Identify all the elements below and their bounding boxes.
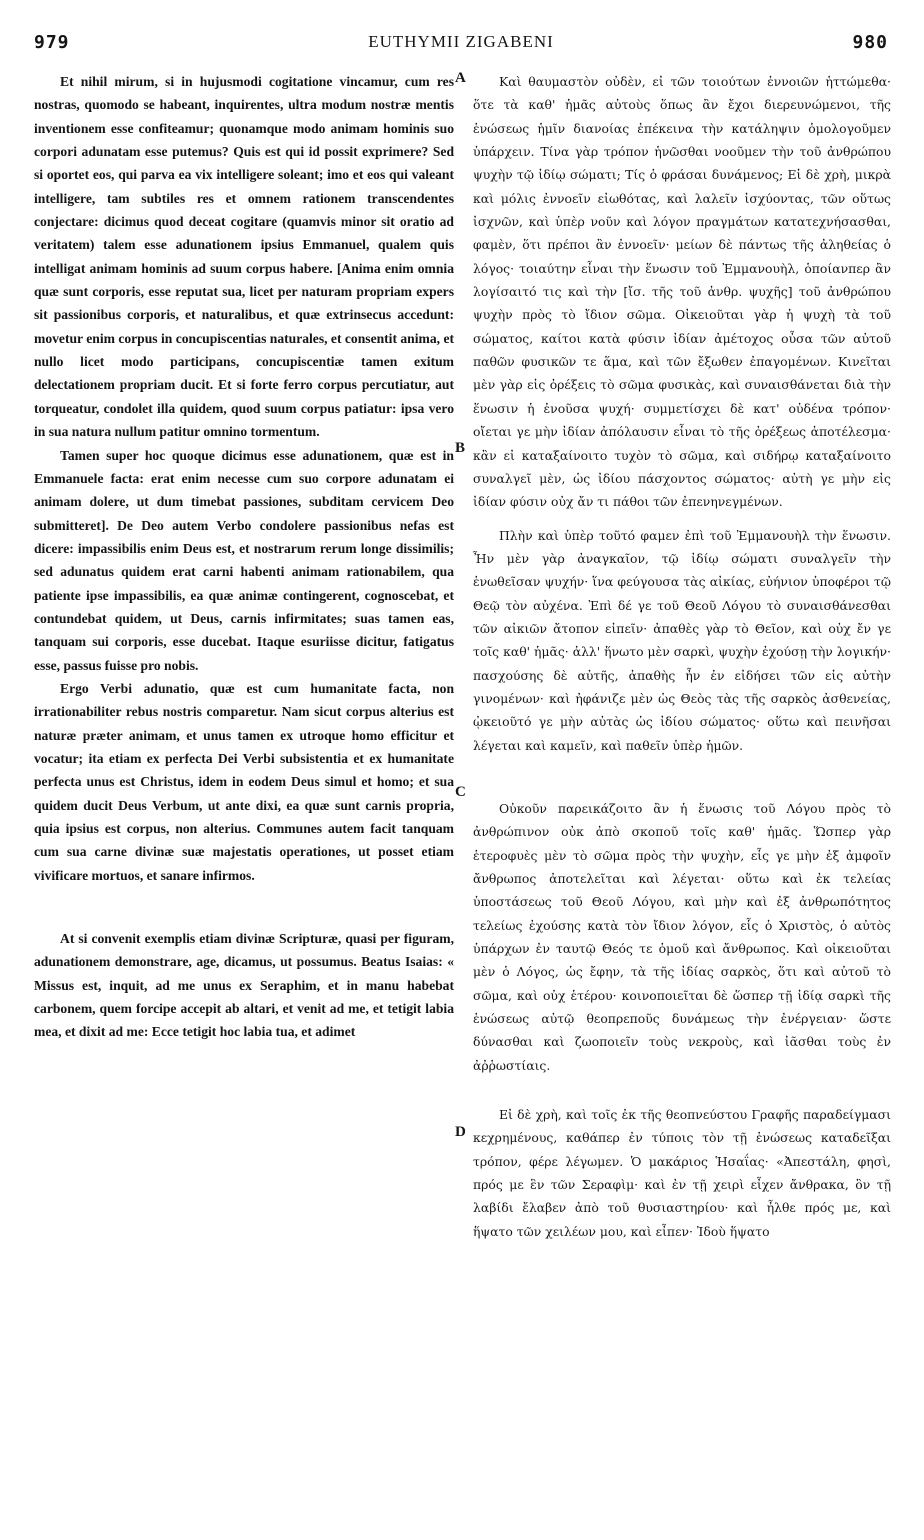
- latin-paragraph: Tamen super hoc quoque dicimus esse adunationem, quæ est in Emmanuele facta: erat enim necesse cum suo corpore adunatam ei animam dolere, ut dum timebat passiones, subditam cervicem Deo submitteret]. De Deo autem Verbo condolere passionibus nefas est dicere: impassibilis enim Deus est, et nostrarum rerum longe dissimilis; sed adunatus quidem erat carni habenti animam rationabilem, qua patiente ipse impassibilis, ea quæ animæ contingerent, cognoscebat, et contundebat quidem, ut Deus, carnis infirmitates; suas tamen eas, tanquam sui corporis, esse ducebat. Itaque esuriisse dicitur, fatigatus esse, passus fuisse pro nobis.: [34, 447, 454, 673]
- page-header: [34, 32, 888, 56]
- running-title: EUTHYMII ZIGABENI: [368, 32, 554, 51]
- latin-paragraph: Ergo Verbi adunatio, quæ est cum humanitate facta, non irrationabiliter rebus nostris comparetur. Nam sicut corpus alterius est naturæ præter animam, et unus tamen ex utroque homo efficitur et vocatur; ita etiam ex perfecta Dei Verbi subsistentia et ex humanitate perfecta unus est Christus, idem in eodem Deus simul et homo; et sua quidem ducit Deus Verbum, ut ante dixi, ea quæ sunt carnis propria, quia ipsius est corpus, non alterius. Communes autem facit tanquam cum sua carne divinæ suæ majestatis operationes, ut posset etiam vivificare mortuos, et sanare infirmos.: [34, 680, 454, 883]
- latin-paragraph: Et nihil mirum, si in hujusmodi cogitatione vincamur, cum res nostras, quomodo se habeant, inquirentes, ultra modum nostræ mentis inventionem esse confiteamur; quonamque modo animam hominis suo corpori adunatam esse putemus? Quis est qui id possit exprimere? Sed si oportet eos, qui parva ea vix intelligere soleant; imo et eos qui valeant intelligere, tam subtiles res et omnem rationem transcendentes conjectare: dicimus quod deceat cogitare (quamvis minor sit oratio ad veritatem) talem esse adunationem ipsius Emmanuel, qualem quis intelligat animam hominis ad suum corpus habere. [Anima enim omnia quæ sunt corporis, esse reputat sua, licet per naturam propriam expers sit passionibus corporis, et naturalibus, et quæ extrinsecus accedunt: movetur enim corpus in concupiscentias naturales, et consentit anima, et nullo licet modo participans, concupiscentiæ tamen exitum delectationem propriam ducit. Et si forte ferro corpus percutiatur, aut torqueatur, condolet illa quidem, quod suum corpus patiatur: ipsa vero in sua natura nullum patitur omnino tormentum.: [34, 74, 454, 440]
- greek-paragraph: Οὐκοῦν παρεικάζοιτο ἂν ἡ ἕνωσις τοῦ Λόγου πρὸς τὸ ἀνθρώπινον οὐκ ἀπὸ σκοποῦ τοῖς καθ' ἡμᾶς. Ὥσπερ γὰρ ἑτεροφυὲς μὲν τὸ σῶμα πρὸς τὴν ψυχὴν, εἷς γε μὴν ἐξ ἀμφοῖν ἄνθρωπος ἀποτελεῖται καὶ λέγεται· οὕτω καὶ ἐκ τελείας ὑποστάσεως τοῦ Θεοῦ Λόγου, καὶ μὴν καὶ ἐξ ἀνθρωπότητος τελείως ἐχούσης κατὰ τὸν ἴδιον λόγον, εἷς ὁ Χριστὸς, ὁ αὐτὸς ὑπάρχων ἐν ταυτῷ Θεός τε ὁμοῦ καὶ ἄνθρωπος. Καὶ οἰκειοῦται μὲν ὁ Λόγος, ὡς ἔφην, τὰ τῆς ἰδίας σαρκὸς, ὅτι καὶ αὐτοῦ τὸ σῶμα, καὶ οὐχ ἑτέρου· κοινοποιεῖται δὲ ὥσπερ τῇ ἰδίᾳ σαρκὶ τῆς ἑνώσεως αὐτῷ θεοπρεποῦς δυνάμεως τὴν ἐνέργειαν· ὥστε δύνασθαι καὶ ζωοποιεῖν τοὺς νεκροὺς, καὶ ἰᾶσθαι τοὺς ἐν ἀῤῥωστίαις.: [473, 800, 891, 1073]
- margin-marker-c: C: [455, 784, 466, 800]
- greek-paragraph: Καὶ θαυμαστὸν οὐδὲν, εἰ τῶν τοιούτων ἐννοιῶν ἡττώμεθα· ὅτε τὰ καθ' ἡμᾶς αὐτοὺς ὅπως ἂν ἔχοι διερευνώμενοι, τῆς ἑνώσεως ἡμῖν διανοίας ἐπέκεινα τὴν κατάληψιν ὁμολογοῦμεν ὑπάρχειν. Τίνα γὰρ τρόπον ἡνῶσθαι νοοῦμεν τὴν τοῦ ἀνθρώπου ψυχὴν τῷ ἰδίῳ σώματι; Τίς ὁ φράσαι δυνάμενος; Εἰ δὲ χρὴ, μικρὰ καὶ μόλις ἐννοεῖν εἰωθότας, καὶ λαλεῖν ἰσχύοντας, τῶν οὕτως ἰσχνῶν, καὶ ὑπὲρ νοῦν καὶ λόγον πραγμάτων κατατεχνήσασθαι, φαμὲν, ὅτι πρέποι ἂν ἐννοεῖν· μείων δὲ πάντως τῆς ἀληθείας ὁ λόγος· τοιαύτην εἶναι τὴν ἕνωσιν τοῦ Ἐμμανουὴλ, ὁποίανπερ ἂν λογίσαιτό τις καὶ τὴν [ἴσ. τῆς τοῦ ἀνθρ. ψυχῆς] τοῦ ἀνθρώπου ψυχὴν πρὸς τὸ ἴδιον σῶμα. Οἰκειοῦται γὰρ ἡ ψυχὴ τὰ τοῦ σώματος, καίτοι κατὰ φύσιν ἰδίαν ἀμέτοχος οὖσα τῶν αὐτοῦ παθῶν φυσικῶν τε ἅμα, καὶ τῶν ἔξωθεν ἐπαγομένων. Κινεῖται μὲν γὰρ εἰς ὀρέξεις τὸ σῶμα φυσικὰς, καὶ συναισθάνεται διὰ τὴν ἕνωσιν ἡ ἐνοῦσα ψυχή· συμμετίσχει δὲ κατ' οὐδένα τρόπον· οἴεται γε μὴν ἰδίαν ἀπόλαυσιν εἶναι τὸ τῆς ὀρέξεως ἀποτέλεσμα· κἂν εἰ καταξαίνοιτο τυχὸν τὸ σῶμα, καὶ σιδήρῳ καταξαίνοιτο συναλγεῖ μὲν, ὡς ἰδίου πάσχοντος σώματος· αὐτὴ γε μὴν εἰς ἰδίαν φύσιν οὐχ ἄν τι πάθοι τῶν ἐπενηνεγμένων.: [473, 74, 891, 510]
- greek-paragraph: Πλὴν καὶ ὑπὲρ τοῦτό φαμεν ἐπὶ τοῦ Ἐμμανουὴλ τὴν ἕνωσιν. Ἦν μὲν γὰρ ἀναγκαῖον, τῷ ἰδίῳ σώματι συναλγεῖν τὴν ἑνωθεῖσαν ψυχήν· ἵνα φεύγουσα τὰς αἰκίας, εὐήνιον ὑποφέροι τῷ Θεῷ τὸν αὐχένα. Ἐπὶ δέ γε τοῦ Θεοῦ Λόγου τὸ συναισθάνεσθαι τῶν αἰκιῶν ἄτοπον εἰπεῖν· ἀπαθὲς γὰρ τὸ Θεῖον, καὶ οὐχ ἔν γε τοῖς καθ' ἡμᾶς· ἀλλ' ἥνωτο μὲν σαρκὶ, ψυχὴν ἐχούσῃ τὴν λογικήν· πασχούσης δὲ αὐτῆς, ἀπαθὴς ἦν ἐν εἰδήσει τῶν εἰς αὐτὴν γινομένων· καὶ ἠφάνιζε μὲν ὡς Θεὸς τὰς τῆς σαρκὸς ἀσθενείας, ᾠκειοῦτό γε μὴν αὐτὰς ὡς ἰδίου σώματος· οὕτω καὶ πεινῆσαι λέγεται καὶ καμεῖν, καὶ παθεῖν ὑπὲρ ἡμῶν.: [473, 527, 891, 753]
- margin-marker-a: A: [455, 70, 466, 86]
- latin-paragraph: At si convenit exemplis etiam divinæ Scripturæ, quasi per figuram, adunationem demonstrare, age, dicamus, ut possumus. Beatus Isaias: « Missus est, inquit, ad me unus ex Seraphim, et in manu habebat carbonem, quem forcipe accepit ab altari, et venit ad me, et tetigit labia mea, et dixit ad me: Ecce tetigit hoc labia tua, et adimet: [34, 931, 454, 1040]
- page-number-left: 979: [34, 32, 70, 53]
- margin-marker-d: D: [455, 1124, 466, 1140]
- margin-marker-b: B: [455, 440, 466, 456]
- latin-column: [34, 70, 454, 1044]
- page-number-right: 980: [852, 32, 888, 53]
- greek-column: [473, 70, 891, 1243]
- greek-paragraph: Εἰ δὲ χρὴ, καὶ τοῖς ἐκ τῆς θεοπνεύστου Γραφῆς παραδείγμασι κεχρημένους, καθάπερ ἐν τύποις τὸν τῇ ἑνώσεως καταδεῖξαι τρόπον, φέρε λέγωμεν. Ὁ μακάριος Ἡσαΐας· «Ἀπεστάλη, φησὶ, πρός με ἓν τῶν Σεραφὶμ· καὶ ἐν τῇ χειρὶ εἶχεν ἄνθρακα, ὃν τῇ λαβίδι ἔλαβεν ἀπὸ τοῦ θυσιαστηρίου· καὶ ἦλθε πρός με, καὶ ἥψατο τῶν χειλέων μου, καὶ εἶπεν· Ἰδοὺ ἥψατο: [473, 1107, 891, 1239]
